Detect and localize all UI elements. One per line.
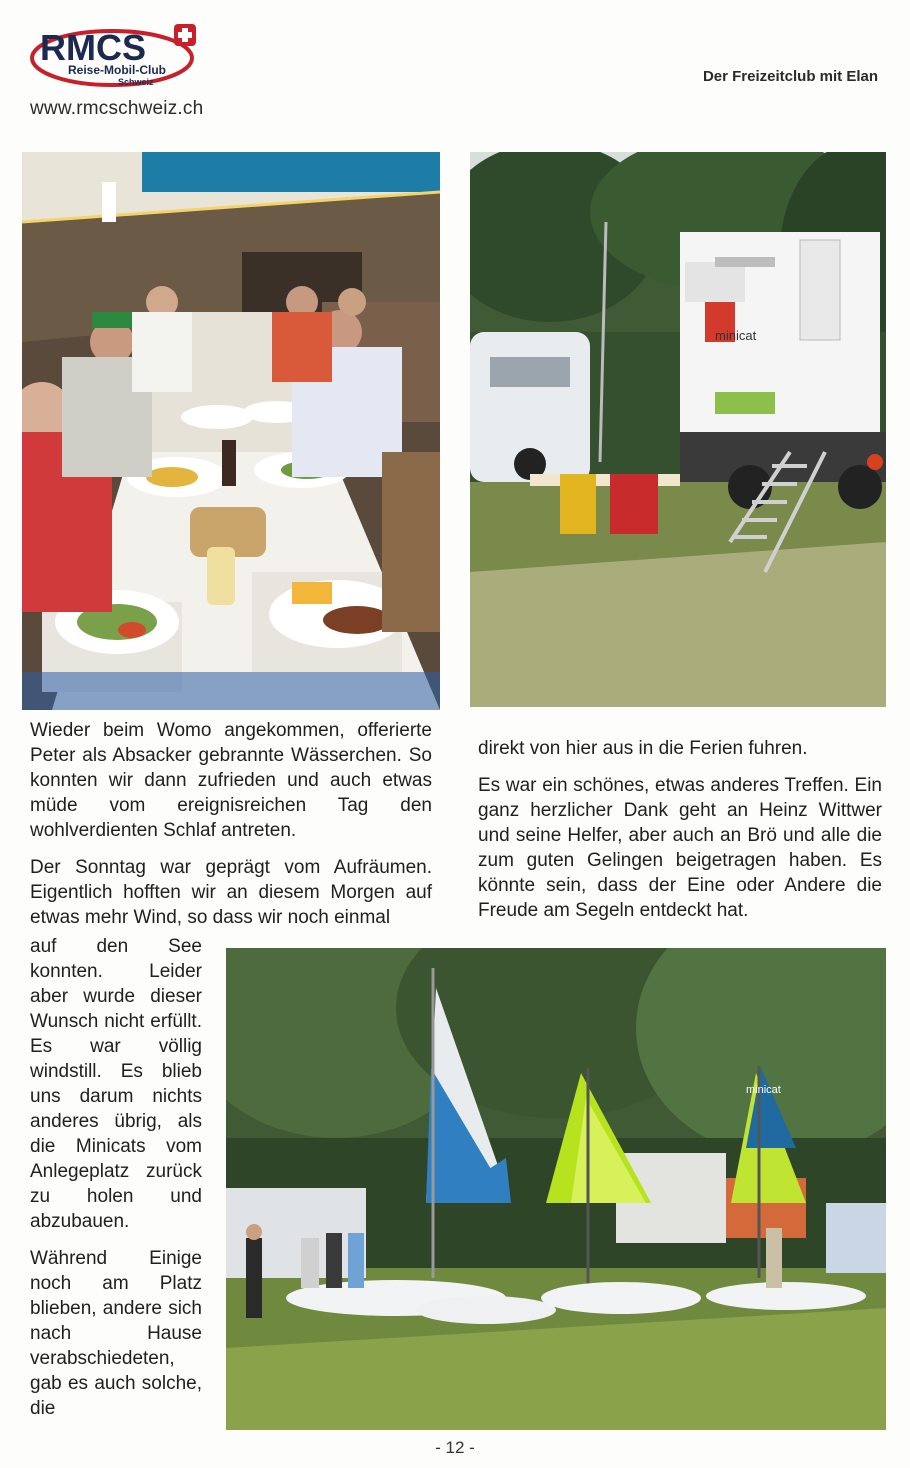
paragraph: Es war ein schönes, etwas anderes Treffen. Ein ganz herzlicher Dank geht an Heinz Wittwer und seine Helfer, aber auch an Brö und alle die zum guten Gelingen beigetragen haben. Es könnte sein, dass der Eine oder Andere die Freude am Segeln entdeckt hat. <box>478 775 882 921</box>
page-number: - 12 - <box>435 1438 475 1457</box>
logo-subtitle-country: Schweiz <box>118 77 154 87</box>
svg-text:minicat: minicat <box>715 328 757 343</box>
paragraph: Während Einige noch am Platz blieben, andere sich nach Hause verabschiedeten, gab es auch solche, die <box>30 1248 202 1419</box>
paragraph: auf den See konnten. Leider aber wurde dieser Wunsch nicht erfüllt. Es war völlig windstill. Es blieb uns darum nichts anderes übrig, als die Minicats vom Anlegeplatz zurück zu holen und abzubauen. <box>30 936 202 1232</box>
article-text-right-top <box>478 736 882 935</box>
site-url[interactable]: www.rmcschweiz.ch <box>30 98 204 119</box>
paragraph: Wieder beim Womo angekommen, offerierte Peter als Absacker gebrannte Wässerchen. So konnten wir dann zufrieden und auch etwas müde vom ereignisreichen Tag den wohlverdienten Schlaf antreten. <box>30 720 432 841</box>
photo-dinner-table <box>22 152 440 710</box>
article-text-left-narrow <box>30 934 202 1433</box>
logo-subtitle: Reise-Mobil-Club <box>68 63 166 77</box>
rmcs-logo[interactable] <box>28 22 208 102</box>
photo-camp-truck <box>470 152 886 707</box>
svg-text:minicat: minicat <box>746 1084 781 1096</box>
paragraph: direkt von hier aus in die Ferien fuhren. <box>478 738 808 759</box>
photo-minicat-boats <box>226 948 886 1430</box>
logo-text: RMCS <box>40 27 146 68</box>
header-tagline: Der Freizeitclub mit Elan <box>702 68 878 85</box>
article-text-left-top <box>30 718 432 930</box>
paragraph: Der Sonntag war geprägt vom Aufräumen. Eigentlich hofften wir an diesem Morgen auf etwas mehr Wind, so dass wir noch einmal <box>30 857 432 928</box>
